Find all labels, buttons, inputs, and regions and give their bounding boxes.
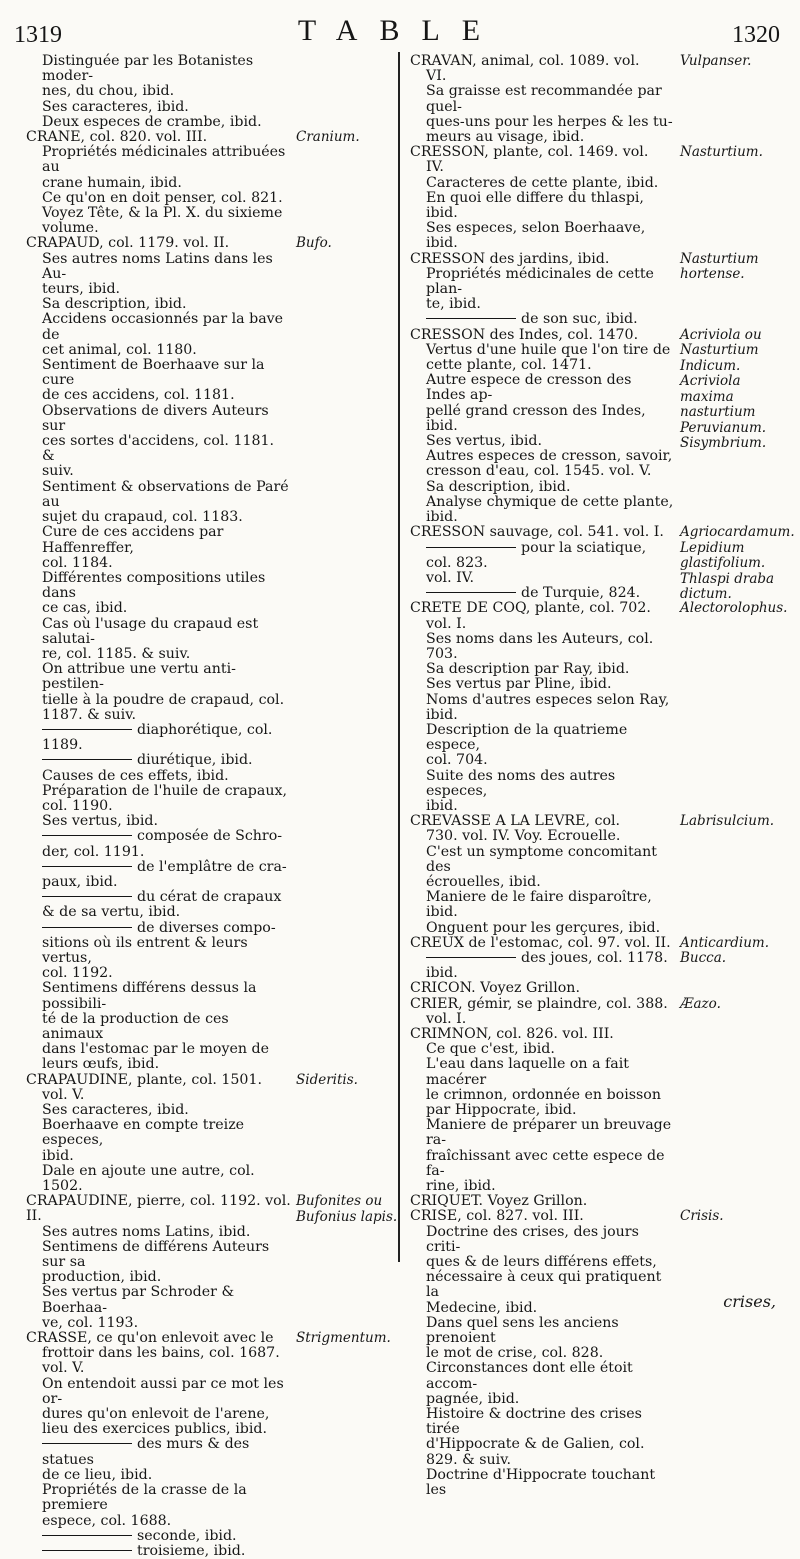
entry-line: Doctrine d'Hippocrate touchant les: [426, 1466, 656, 1499]
entry-line: Ses caracteres, ibid.: [42, 1102, 189, 1119]
entry-line: col. 1190.: [42, 797, 113, 814]
index-entry: [26, 54, 291, 130]
entry-line: Sa graisse est recommandée par quel-: [426, 83, 662, 115]
entry-line: fraîchissant avec cette espece de fa-: [426, 1147, 665, 1179]
latin-margin-note: Strigmentum.: [296, 1330, 391, 1347]
entry-line: rine, ibid.: [426, 1178, 496, 1195]
index-entry: [410, 813, 775, 936]
entry-line: ibid.: [426, 706, 458, 723]
index-entry: [410, 995, 721, 1027]
entry-line: Propriétés médicinales attribuées au: [42, 144, 286, 176]
entry-line: cette plante, col. 1471.: [426, 357, 592, 374]
latin-margin-note: Crisis.: [680, 1208, 724, 1225]
index-entry: [410, 981, 675, 996]
entry-line: cresson d'eau, col. 1545. vol. V.: [426, 463, 652, 480]
index-entry: [26, 1071, 358, 1195]
entry-line: col. 1192.: [42, 965, 113, 982]
entry-line: de l'emplâtre de cra-: [26, 860, 291, 875]
entry-line: Autres especes de cresson, savoir,: [426, 448, 673, 465]
entry-heading: CRETE DE COQ, plante, col. 702.: [410, 600, 651, 617]
entry-line: ques-uns pour les herpes & les tu-: [426, 113, 673, 130]
page-title: TABLE: [297, 14, 503, 47]
entry-line: dans l'estomac par le moyen de: [42, 1041, 269, 1058]
entry-line: Dale en ajoute une autre, col. 1502.: [42, 1162, 255, 1195]
entry-heading: CREUX de l'estomac, col. 97. vol. II.: [410, 934, 671, 951]
entry-line: Causes de ces effets, ibid.: [42, 767, 229, 784]
latin-margin-note: Æazo.: [680, 995, 721, 1012]
latin-margin-note: Sideritis.: [296, 1071, 358, 1088]
entry-line: Ses noms dans les Auteurs, col. 703.: [426, 630, 654, 662]
entry-line: par Hippocrate, ibid.: [426, 1102, 577, 1119]
entry-heading: CRANE, col. 820. vol. III.: [26, 129, 208, 146]
entry-line: seconde, ibid.: [26, 1529, 291, 1544]
latin-margin-note: Cranium.: [296, 129, 360, 146]
entry-line: Ses vertus par Schroder & Boerhaa-: [42, 1284, 235, 1316]
entry-line: Propriétés médicinales de cette plan-: [426, 265, 654, 298]
index-entry: [410, 53, 752, 146]
entry-line: cet animal, col. 1180.: [42, 341, 197, 358]
entry-line: production, ibid.: [42, 1269, 162, 1286]
entry-line: tielle à la poudre de crapaud, col.: [42, 691, 285, 708]
entry-line: de diverses compo-: [26, 921, 291, 936]
entry-line: ques & de leurs différens effets,: [426, 1254, 657, 1271]
entry-heading: CRIER, gémir, se plaindre, col. 388.: [410, 995, 668, 1012]
index-entry: [410, 326, 767, 526]
entry-line: paux, ibid.: [42, 873, 118, 890]
entry-line: volume.: [42, 220, 99, 237]
index-entry: [410, 1194, 675, 1209]
entry-line: Analyse chymique de cette plante,: [426, 493, 674, 510]
entry-line: Maniere de le faire disparoître, ibid.: [426, 889, 652, 921]
entry-line: Histoire & doctrine des crises tirée: [426, 1406, 642, 1438]
entry-line: Distinguée par les Botanistes moder-: [42, 53, 254, 85]
entry-line: VI.: [426, 68, 447, 85]
entry-line: Ses caracteres, ibid.: [42, 98, 189, 115]
entry-line: pagnée, ibid.: [426, 1390, 520, 1407]
entry-heading: CRISE, col. 827. vol. III.: [410, 1208, 584, 1225]
entry-line: teurs, ibid.: [42, 281, 121, 298]
entry-line: des joues, col. 1178. ibid.: [426, 949, 668, 982]
entry-line: troisieme, ibid.: [26, 1544, 291, 1559]
entry-line: Observations de divers Auteurs sur: [42, 402, 269, 434]
latin-margin-note: Nasturtium.: [680, 144, 763, 161]
entry-line: d'Hippocrate & de Galien, col.: [426, 1436, 645, 1453]
entry-heading: CRIQUET. Voyez Grillon.: [410, 1193, 588, 1210]
entry-line: sujet du crapaud, col. 1183.: [42, 509, 243, 526]
index-entry: [410, 1208, 724, 1499]
entry-line: meurs au visage, ibid.: [426, 129, 585, 146]
entry-line: Onguent pour les gerçures, ibid.: [426, 919, 661, 936]
entry-line: pour la sciatique, col. 823.: [426, 539, 647, 571]
entry-line: re, col. 1185. & suiv.: [42, 645, 191, 662]
entry-line: 1187. & suiv.: [42, 706, 137, 723]
entry-line: Deux especes de crambe, ibid.: [42, 113, 262, 130]
entry-line: Sa description, ibid.: [42, 296, 187, 313]
entry-line: Medecine, ibid.: [426, 1299, 538, 1316]
index-entry: [26, 1330, 391, 1559]
entry-line: Sentimens de différens Auteurs sur sa: [42, 1238, 270, 1271]
entry-heading: CRIMNON, col. 826. vol. III.: [410, 1026, 614, 1042]
index-entry: [410, 250, 759, 328]
entry-line: composée de Schro-: [26, 829, 291, 844]
entry-line: diaphorétique, col.: [26, 723, 291, 738]
latin-margin-note: Nasturtium hortense.: [680, 250, 759, 283]
entry-line: C'est un symptome concomitant des: [426, 843, 657, 875]
entry-line: Doctrine des crises, des jours criti-: [426, 1223, 639, 1255]
entry-line: Boerhaave en compte treize especes,: [42, 1117, 245, 1149]
entry-line: Voyez Tête, & la Pl. X. du sixieme: [42, 205, 283, 222]
entry-line: des murs & des statues: [42, 1436, 250, 1468]
entry-line: Ce qu'on en doit penser, col. 821.: [42, 189, 283, 206]
latin-margin-note: Acriviola ou Nasturtium Indicum. Acriviola maxima nasturtium Peruvianum. Sisymbrium.: [680, 326, 767, 452]
entry-line: Dans quel sens les anciens prenoient: [426, 1314, 619, 1347]
index-entry: [26, 235, 332, 1073]
entry-line: du cérat de crapaux: [26, 890, 291, 905]
entry-line: Préparation de l'huile de crapaux,: [42, 782, 287, 799]
entry-line: le crimnon, ordonnée en boisson: [426, 1086, 661, 1103]
index-entry: [410, 600, 788, 814]
right-column: [410, 53, 795, 1499]
entry-line: Sa description, ibid.: [426, 478, 571, 495]
page-number-right: 1320: [732, 22, 780, 48]
entry-line: espece, col. 1688.: [42, 1512, 172, 1529]
entry-heading: CRESSON, plante, col. 1469. vol.: [410, 144, 649, 161]
entry-heading: CRASSE, ce qu'on enlevoit avec le: [26, 1330, 274, 1347]
entry-line: 730. vol. IV. Voy. Ecrouelle.: [426, 828, 621, 845]
latin-margin-note: Labrisulcium.: [680, 813, 775, 830]
latin-margin-note: Bufonites ou Bufonius lapis.: [296, 1193, 398, 1225]
catchword: crises,: [723, 1292, 776, 1311]
entry-line: Sa description par Ray, ibid.: [426, 661, 630, 678]
entry-heading: CRESSON sauvage, col. 541. vol. I.: [410, 524, 664, 541]
index-entry: [410, 934, 769, 982]
entry-line: Ses especes, selon Boerhaave, ibid.: [426, 220, 646, 252]
entry-line: frottoir dans les bains, col. 1687.: [42, 1345, 280, 1362]
entry-line: ces sortes d'accidens, col. 1181. &: [42, 433, 275, 465]
entry-line: Ses vertus, ibid.: [426, 433, 542, 450]
entry-line: vol. V.: [42, 1086, 85, 1103]
entry-heading: CRAVAN, animal, col. 1089. vol.: [410, 53, 640, 69]
index-entry: [26, 129, 360, 237]
entry-line: écrouelles, ibid.: [426, 873, 541, 890]
entry-line: 829. & suiv.: [426, 1451, 512, 1468]
entry-line: Circonstances dont elle étoit accom-: [426, 1360, 633, 1392]
entry-line: Autre espece de cresson des Indes ap-: [426, 372, 632, 404]
entry-line: ce cas, ibid.: [42, 600, 128, 617]
entry-line: pellé grand cresson des Indes, ibid.: [426, 402, 646, 434]
entry-line: vol. I.: [426, 615, 467, 632]
entry-line: Différentes compositions utiles dans: [42, 569, 266, 602]
entry-line: L'eau dans laquelle on a fait macérer: [426, 1056, 629, 1088]
entry-line: IV.: [426, 159, 444, 176]
entry-line: 1189.: [42, 737, 83, 754]
latin-margin-note: Bufo.: [296, 235, 332, 252]
entry-line: Cure de ces accidens par Haffenreffer,: [42, 524, 224, 556]
entry-line: ibid.: [42, 1147, 74, 1164]
entry-line: Suite des noms des autres especes,: [426, 767, 616, 799]
index-entry: [410, 1027, 675, 1194]
page-number-left: 1319: [14, 22, 62, 48]
entry-line: col. 704.: [426, 752, 488, 769]
entry-line: Ses autres noms Latins dans les Au-: [42, 250, 273, 282]
latin-margin-note: Agriocardamum. Lepidium glastifolium. Thlaspi draba dictum.: [680, 524, 795, 603]
entry-line: En quoi elle differe du thlaspi, ibid.: [426, 189, 644, 222]
entry-line: de Turquie, 824.: [410, 586, 675, 601]
entry-line: Description de la quatrieme espece,: [426, 721, 628, 754]
entry-line: Accidens occasionnés par la bave de: [42, 311, 284, 343]
entry-line: nécessaire à ceux qui pratiquent la: [426, 1269, 662, 1301]
entry-line: le mot de crise, col. 828.: [426, 1345, 604, 1362]
entry-line: Propriétés de la crasse de la premiere: [42, 1482, 247, 1514]
entry-line: Ce que c'est, ibid.: [426, 1041, 555, 1058]
index-entry: [26, 1193, 398, 1331]
latin-margin-note: Vulpanser.: [680, 53, 752, 69]
entry-line: Maniere de préparer un breuvage ra-: [426, 1117, 672, 1149]
entry-line: On attribue une vertu anti-pestilen-: [42, 661, 236, 693]
entry-line: ve, col. 1193.: [42, 1314, 139, 1331]
entry-line: vol. V.: [42, 1360, 85, 1377]
entry-line: Vertus d'une huile que l'on tire de: [426, 341, 671, 358]
entry-line: der, col. 1191.: [42, 843, 145, 860]
entry-line: te, ibid.: [426, 296, 481, 313]
entry-line: Sentiment de Boerhaave sur la cure: [42, 357, 265, 389]
entry-line: té de la production de ces animaux: [42, 1010, 229, 1042]
entry-line: de son suc, ibid.: [410, 312, 675, 327]
index-entry: [410, 144, 763, 252]
entry-line: Ses vertus, ibid.: [42, 813, 158, 830]
entry-line: dures qu'on enlevoit de l'arene,: [42, 1406, 270, 1423]
entry-line: Sentimens différens dessus la possibili-: [42, 980, 257, 1012]
entry-line: Sentiment & observations de Paré au: [42, 478, 289, 510]
entry-line: Noms d'autres especes selon Ray,: [426, 691, 670, 708]
index-entry: [410, 524, 795, 603]
entry-line: ibid.: [426, 509, 458, 526]
entry-heading: CRESSON des jardins, ibid.: [410, 250, 610, 267]
entry-line: nes, du chou, ibid.: [42, 83, 175, 100]
entry-line: vol. IV.: [426, 569, 474, 586]
entry-line: vol. I.: [426, 1010, 467, 1027]
entry-heading: CRAPAUD, col. 1179. vol. II.: [26, 235, 230, 252]
entry-heading: CRAPAUDINE, pierre, col. 1192. vol. II.: [26, 1193, 291, 1225]
entry-line: & de sa vertu, ibid.: [42, 904, 181, 921]
entry-line: On entendoit aussi par ce mot les or-: [42, 1375, 284, 1407]
entry-line: diurétique, ibid.: [26, 753, 291, 768]
entry-heading: CRESSON des Indes, col. 1470.: [410, 326, 639, 343]
entry-line: Ses autres noms Latins, ibid.: [42, 1223, 251, 1240]
entry-line: Cas où l'usage du crapaud est salutai-: [42, 615, 259, 647]
entry-line: Caracteres de cette plante, ibid.: [426, 174, 659, 191]
entry-heading: CRAPAUDINE, plante, col. 1501.: [26, 1071, 262, 1088]
entry-line: sitions où ils entrent & leurs vertus,: [42, 934, 248, 966]
entry-line: suiv.: [42, 463, 74, 480]
entry-line: leurs œufs, ibid.: [42, 1056, 160, 1073]
entry-line: col. 1184.: [42, 554, 113, 571]
entry-line: lieu des exercices publics, ibid.: [42, 1421, 267, 1438]
entry-heading: CREVASSE A LA LEVRE, col.: [410, 813, 621, 830]
entry-line: ibid.: [426, 797, 458, 814]
entry-line: Ses vertus par Pline, ibid.: [426, 676, 612, 693]
latin-margin-note: Alectorolophus.: [680, 600, 788, 617]
entry-line: de ces accidens, col. 1181.: [42, 387, 235, 404]
left-column: [26, 54, 404, 1559]
entry-line: crane humain, ibid.: [42, 174, 182, 191]
latin-margin-note: Anticardium. Bucca.: [680, 934, 769, 967]
entry-heading: CRICON. Voyez Grillon.: [410, 980, 580, 997]
entry-line: de ce lieu, ibid.: [42, 1466, 153, 1483]
